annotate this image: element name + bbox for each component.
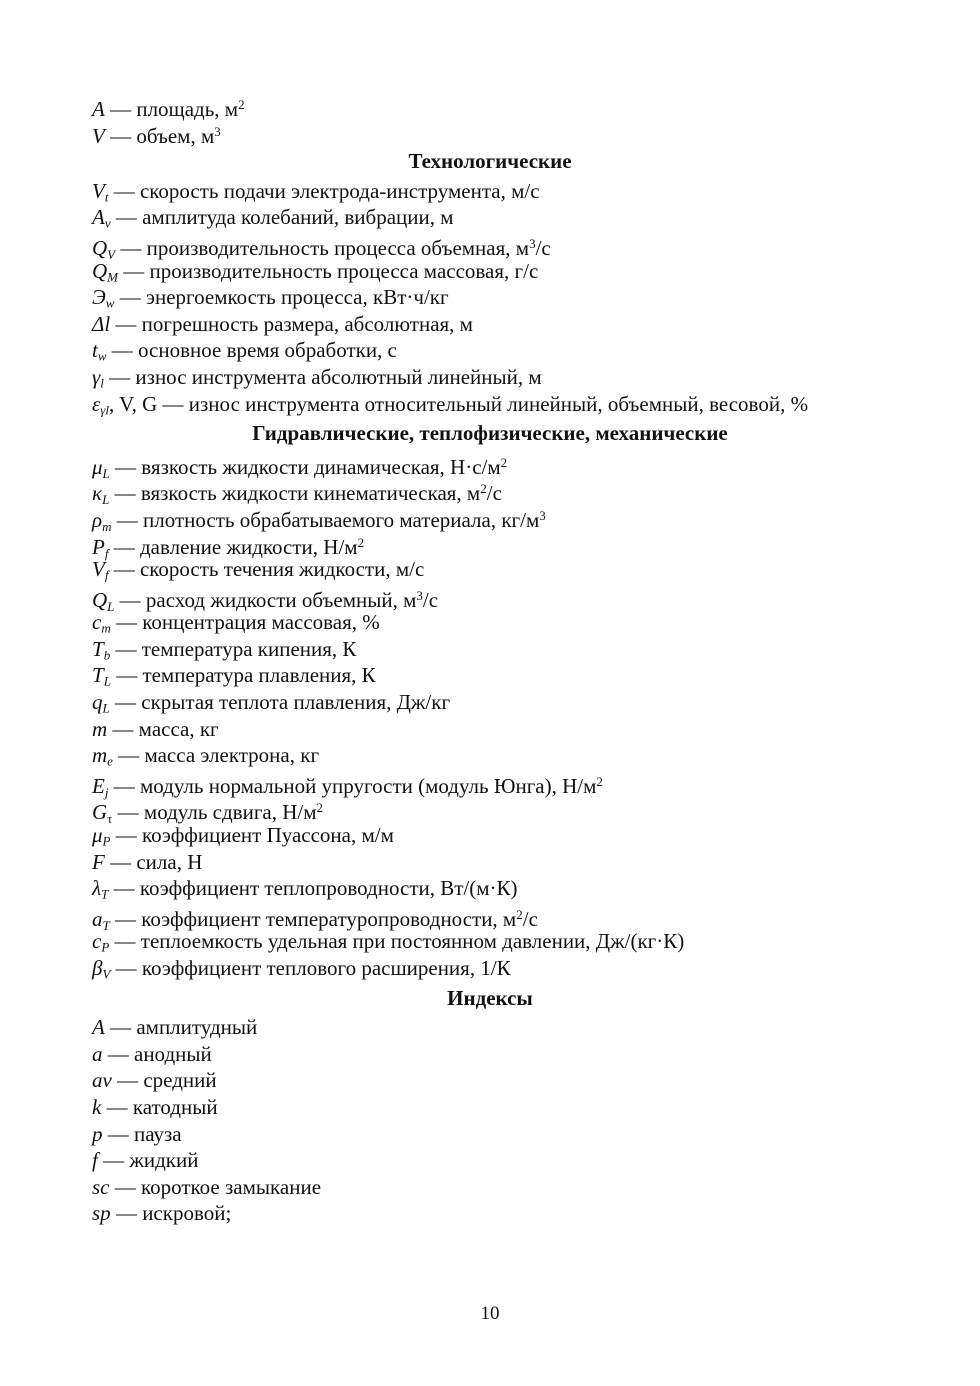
- symbol: t: [92, 338, 98, 363]
- definition-line: [92, 583, 892, 614]
- symbol: T: [92, 636, 104, 661]
- symbol: γ: [92, 364, 101, 389]
- definition-line: [92, 716, 892, 743]
- symbol: G: [92, 800, 108, 825]
- hydraulic-list: [92, 450, 892, 982]
- symbol-subscript: w: [105, 295, 115, 311]
- definition-line: [92, 503, 892, 534]
- units-list: [92, 92, 892, 148]
- definition-line: [92, 1041, 892, 1068]
- symbol: β: [92, 956, 103, 980]
- symbol: Q: [92, 236, 108, 261]
- symbol: V: [92, 557, 105, 582]
- definition-text: — температура кипения, К: [110, 636, 357, 661]
- symbol-subscript: e: [107, 753, 113, 769]
- definition-line: [92, 231, 892, 262]
- symbol-subscript: t: [104, 189, 109, 205]
- symbol: A: [92, 97, 105, 122]
- definition-text: — катодный: [101, 1094, 218, 1119]
- definition-text: — расход жидкости объемный, м: [114, 587, 417, 612]
- definition-text: — искровой;: [110, 1201, 232, 1226]
- symbol: E: [92, 774, 105, 798]
- symbol-subscript: j: [104, 784, 109, 800]
- definition-text: — энергоемкость процесса, кВт·ч/кг: [114, 285, 449, 310]
- definition-text: — скрытая теплота плавления, Дж/кг: [109, 690, 451, 715]
- document-page: [92, 92, 892, 1227]
- definition-line: [92, 556, 892, 583]
- definition-text: — давление жидкости, Н/м: [108, 534, 358, 559]
- symbol-subscript: T: [101, 886, 109, 902]
- symbol: c: [92, 610, 102, 635]
- definition-text: — скорость подачи электрода-инструмента, м/с: [108, 178, 540, 203]
- symbol-subscript: P: [102, 833, 111, 849]
- definition-line: [92, 1067, 892, 1094]
- section-heading-hydraulic: Гидравлические, теплофизические, механические: [252, 421, 728, 446]
- definition-text: — теплоемкость удельная при постоянном давлении, Дж/(кг·К): [109, 929, 685, 954]
- unit-superscript: 3: [529, 235, 536, 251]
- definition-line: [92, 662, 892, 689]
- definition-line: [92, 849, 892, 876]
- symbol-subscript: T: [102, 917, 110, 933]
- unit-superscript: 2: [316, 800, 324, 816]
- symbol: sp: [92, 1201, 111, 1226]
- symbol: ε: [92, 391, 101, 416]
- symbol-subscript: P: [101, 940, 110, 956]
- definition-line: [92, 1094, 892, 1121]
- definition-line: [92, 928, 892, 955]
- unit-superscript: 2: [596, 773, 603, 789]
- definition-line: [92, 1200, 892, 1227]
- technological-list: [92, 178, 892, 417]
- unit-superscript: 2: [357, 534, 365, 550]
- symbol: κ: [92, 481, 103, 506]
- symbol: a: [92, 1041, 103, 1066]
- definition-line: [92, 1174, 892, 1201]
- symbol: p: [92, 1121, 103, 1146]
- symbol-subscript: L: [103, 674, 111, 690]
- definition-line: [92, 337, 892, 364]
- symbol: f: [92, 1148, 98, 1173]
- symbol: m: [92, 716, 108, 741]
- definition-text: — модуль сдвига, Н/м: [112, 800, 317, 825]
- definition-text: — масса, кг: [107, 716, 219, 741]
- definition-text: — концентрация массовая, %: [110, 610, 380, 635]
- section-heading-indices: Индексы: [447, 985, 533, 1010]
- definition-text: — коэффициент температуропроводности, м: [109, 906, 517, 931]
- definition-text: — производительность процесса объемная, м: [115, 236, 530, 261]
- definition-line: [92, 391, 892, 418]
- unit-superscript: 3: [416, 587, 423, 603]
- definition-text: — вязкость жидкости кинематическая, м: [109, 481, 481, 506]
- symbol-subscript: V: [107, 246, 116, 262]
- definition-text: — средний: [111, 1068, 217, 1093]
- symbol: Δl: [92, 311, 111, 336]
- definition-line: [92, 1014, 892, 1041]
- symbol: a: [92, 906, 103, 931]
- symbol-subscript: γl: [100, 402, 110, 418]
- definition-line: [92, 119, 892, 146]
- symbol: k: [92, 1094, 102, 1119]
- indices-list: [92, 1014, 892, 1227]
- symbol-subscript: m: [101, 620, 111, 636]
- definition-line: [92, 636, 892, 663]
- symbol: V: [92, 178, 105, 203]
- symbol-subscript: b: [103, 647, 111, 663]
- symbol: F: [92, 849, 105, 874]
- definition-line: [92, 902, 892, 933]
- symbol-subscript: M: [107, 269, 119, 285]
- definition-text: — основное время обработки, с: [106, 338, 397, 363]
- symbol-subscript: l: [100, 375, 104, 391]
- symbol: ρ: [92, 508, 103, 533]
- definition-line: [92, 955, 892, 982]
- definition-line: [92, 1147, 892, 1174]
- unit-superscript: 3: [539, 507, 546, 523]
- definition-text: — площадь, м: [104, 97, 239, 122]
- definition-text: — плотность обрабатываемого материала, кг/м: [111, 508, 540, 533]
- symbol: T: [92, 663, 104, 688]
- definition-text: — производительность процесса массовая, г/с: [118, 258, 539, 283]
- unit-superscript: 2: [516, 906, 523, 922]
- definition-line: [92, 311, 892, 338]
- definition-text: — сила, Н: [104, 849, 203, 874]
- symbol-subscript: τ: [107, 811, 113, 827]
- symbol: V: [92, 123, 105, 148]
- symbol-subscript: v: [104, 216, 111, 232]
- symbol-subscript: L: [102, 492, 110, 508]
- definition-line: [92, 689, 892, 716]
- symbol-subscript: m: [102, 518, 112, 534]
- definition-text: — износ инструмента абсолютный линейный, м: [103, 364, 542, 389]
- definition-text: — короткое замыкание: [109, 1174, 322, 1199]
- definition-text: — объем, м: [104, 123, 215, 148]
- definition-line: [92, 258, 892, 285]
- definition-line: [92, 822, 892, 849]
- symbol-subscript: L: [102, 465, 110, 481]
- definition-text: — масса электрона, кг: [112, 743, 320, 768]
- definition-text: — коэффициент теплового расширения, 1/К: [110, 956, 511, 980]
- symbol: Q: [92, 587, 108, 612]
- unit-superscript: 2: [500, 454, 508, 470]
- symbol: c: [92, 929, 102, 954]
- definition-line: [92, 450, 892, 481]
- symbol: μ: [92, 454, 103, 479]
- definition-line: [92, 875, 892, 902]
- definition-text: — скорость течения жидкости, м/с: [108, 557, 425, 582]
- definition-text: — температура плавления, К: [110, 663, 376, 688]
- symbol-subscript: f: [104, 567, 109, 583]
- section-heading-technological: Технологические: [408, 149, 572, 174]
- symbol: Q: [92, 258, 108, 283]
- symbol: A: [92, 205, 105, 230]
- definition-text: , V, G — износ инструмента относительный линейный, объемный, весовой, %: [109, 391, 809, 416]
- definition-line: [92, 1121, 892, 1148]
- symbol: λ: [92, 876, 102, 901]
- definition-text: — погрешность размера, абсолютная, м: [110, 311, 473, 336]
- definition-line: [92, 178, 892, 205]
- definition-line: [92, 92, 892, 122]
- unit-tail: /с: [522, 906, 538, 931]
- symbol: av: [92, 1068, 112, 1093]
- unit-tail: /с: [486, 481, 502, 506]
- unit-tail: /с: [535, 236, 551, 261]
- definition-line: [92, 284, 892, 311]
- symbol: q: [92, 690, 103, 715]
- symbol: sc: [92, 1174, 110, 1199]
- definition-text: — амплитуда колебаний, вибрации, м: [110, 205, 454, 230]
- definition-line: [92, 476, 892, 508]
- symbol: A: [92, 1015, 105, 1040]
- definition-line: [92, 769, 892, 800]
- symbol: Э: [92, 285, 106, 310]
- symbol-subscript: f: [104, 545, 109, 561]
- symbol-subscript: L: [107, 598, 115, 614]
- definition-line: [92, 530, 892, 561]
- definition-line: [92, 364, 892, 391]
- unit-superscript: 2: [480, 481, 487, 497]
- definition-text: — коэффициент Пуассона, м/м: [110, 823, 394, 848]
- symbol-subscript: L: [102, 700, 110, 716]
- unit-superscript: 2: [238, 97, 245, 112]
- symbol: m: [92, 743, 108, 768]
- definition-text: — анодный: [102, 1041, 212, 1066]
- definition-line: [92, 742, 892, 769]
- symbol: μ: [92, 823, 103, 848]
- symbol-subscript: w: [97, 348, 107, 364]
- definition-text: — жидкий: [97, 1148, 199, 1173]
- symbol: P: [92, 534, 105, 559]
- unit-superscript: 3: [214, 123, 221, 139]
- definition-text: — модуль нормальной упругости (модуль Юнга), Н/м: [108, 774, 597, 798]
- definition-text: — коэффициент теплопроводности, Вт/(м·К): [108, 876, 518, 901]
- symbol-subscript: V: [102, 966, 111, 982]
- definition-line: [92, 204, 892, 231]
- definition-line: [92, 609, 892, 636]
- definition-text: — пауза: [102, 1121, 182, 1146]
- definition-text: — амплитудный: [104, 1015, 258, 1040]
- definition-line: [92, 795, 892, 827]
- page-number: 10: [480, 1303, 500, 1324]
- unit-tail: /с: [422, 587, 439, 612]
- definition-text: — вязкость жидкости динамическая, Н·с/м: [109, 454, 501, 479]
